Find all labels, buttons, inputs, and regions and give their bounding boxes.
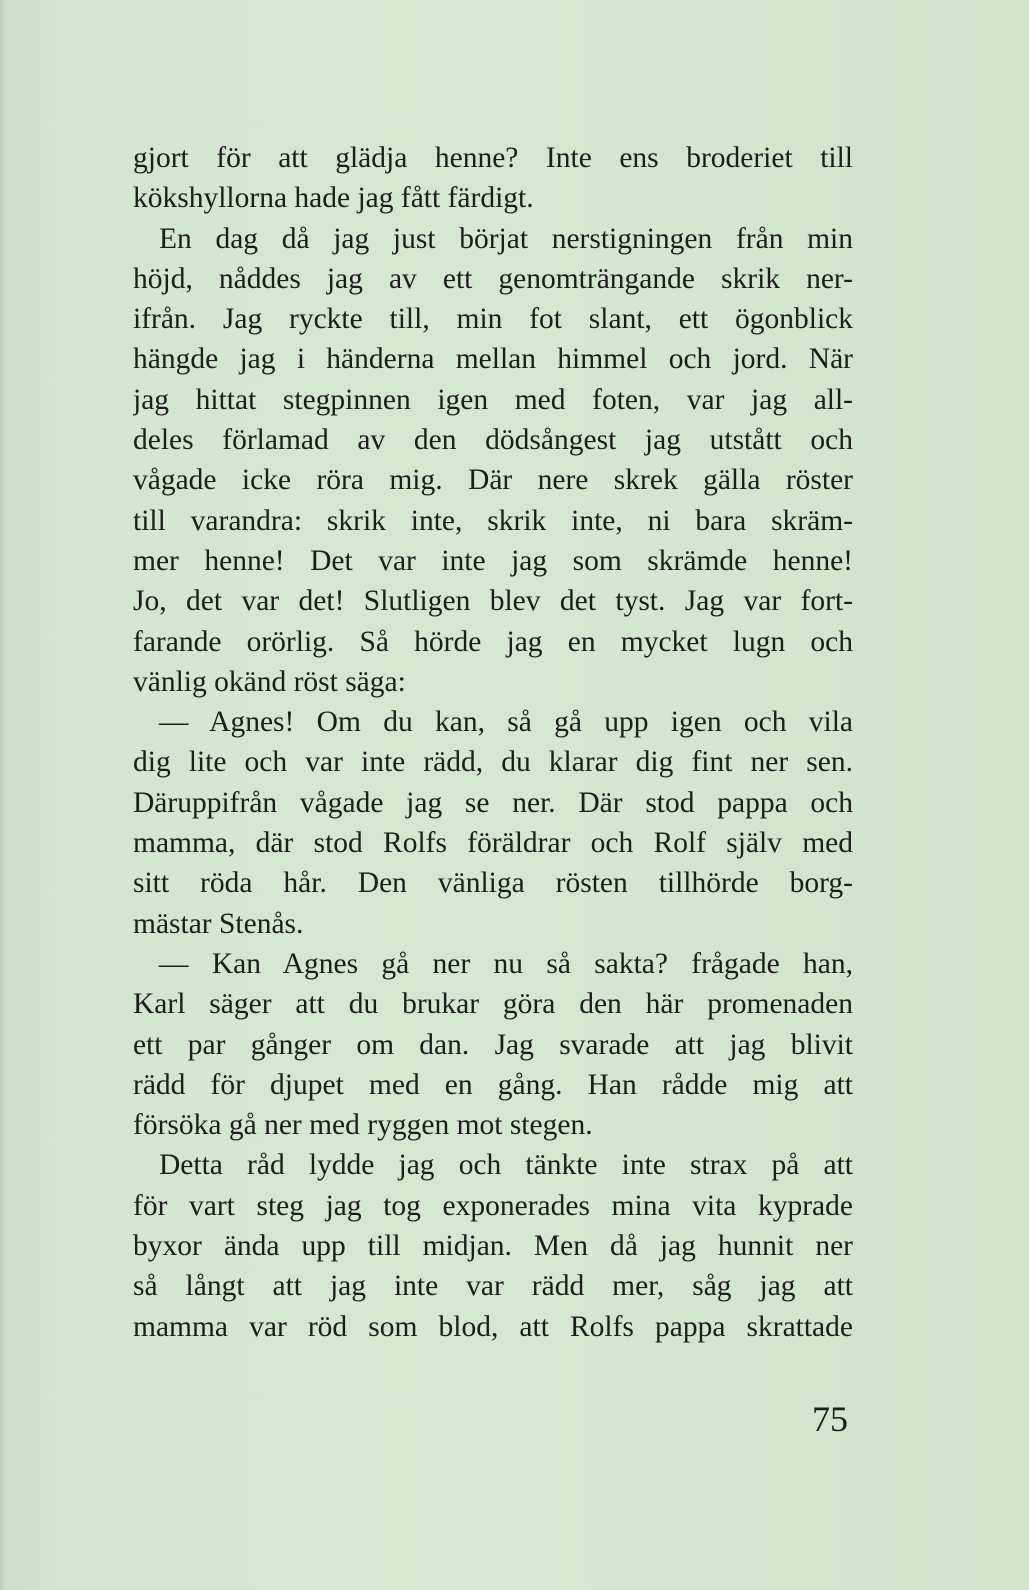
- text-line: ifrån. Jag ryckte till, min fot slant, ett ögonblick: [133, 303, 853, 336]
- text-line: försöka gå ner med ryggen mot stegen.: [133, 1109, 593, 1142]
- text-line: sitt röda hår. Den vänliga rösten tillhörde borg-: [133, 867, 853, 900]
- text-line: ett par gånger om dan. Jag svarade att jag blivit: [133, 1028, 853, 1061]
- text-line: rädd för djupet med en gång. Han rådde mig att: [133, 1068, 853, 1101]
- body-text: [133, 138, 853, 1347]
- text-line: — Kan Agnes gå ner nu så sakta? frågade han,: [159, 947, 853, 980]
- text-line: höjd, nåddes jag av ett genomträngande skrik ner-: [133, 262, 853, 295]
- text-line: dig lite och var inte rädd, du klarar dig fint ner sen.: [133, 746, 853, 779]
- text-line: byxor ända upp till midjan. Men då jag hunnit ner: [133, 1230, 853, 1263]
- text-line: Karl säger att du brukar göra den här promenaden: [133, 988, 853, 1021]
- text-line: vänlig okänd röst säga:: [133, 665, 406, 698]
- text-line: gjort för att glädja henne? Inte ens broderiet till: [133, 142, 853, 174]
- text-line: farande orörlig. Så hörde jag en mycket lugn och: [133, 625, 853, 658]
- text-line: för vart steg jag tog exponerades mina vita kyprade: [133, 1189, 853, 1222]
- text-line: — Agnes! Om du kan, så gå upp igen och vila: [159, 706, 853, 739]
- page-number: 75: [812, 1399, 848, 1439]
- text-line: jag hittat stegpinnen igen med foten, var jag all-: [133, 383, 853, 416]
- text-line: kökshyllorna hade jag fått färdigt.: [133, 182, 534, 215]
- text-line: så långt att jag inte var rädd mer, såg jag att: [133, 1270, 853, 1303]
- text-line: mer henne! Det var inte jag som skrämde henne!: [133, 544, 853, 577]
- text-line: Jo, det var det! Slutligen blev det tyst. Jag var fort-: [133, 585, 853, 618]
- page-gutter: [0, 0, 6, 1590]
- text-line: mästar Stenås.: [133, 907, 304, 940]
- text-line: En dag då jag just börjat nerstigningen från min: [159, 222, 853, 255]
- text-line: Däruppifrån vågade jag se ner. Där stod pappa och: [133, 786, 853, 819]
- text-line: till varandra: skrik inte, skrik inte, ni bara skräm-: [133, 504, 853, 537]
- text-line: Detta råd lydde jag och tänkte inte strax på att: [159, 1149, 853, 1182]
- text-line: mamma, där stod Rolfs föräldrar och Rolf själv med: [133, 827, 853, 860]
- text-line: mamma var röd som blod, att Rolfs pappa skrattade: [133, 1310, 853, 1343]
- text-line: deles förlamad av den dödsångest jag utstått och: [133, 424, 853, 457]
- text-line: vågade icke röra mig. Där nere skrek gälla röster: [133, 464, 853, 497]
- text-line: hängde jag i händerna mellan himmel och jord. När: [133, 343, 853, 376]
